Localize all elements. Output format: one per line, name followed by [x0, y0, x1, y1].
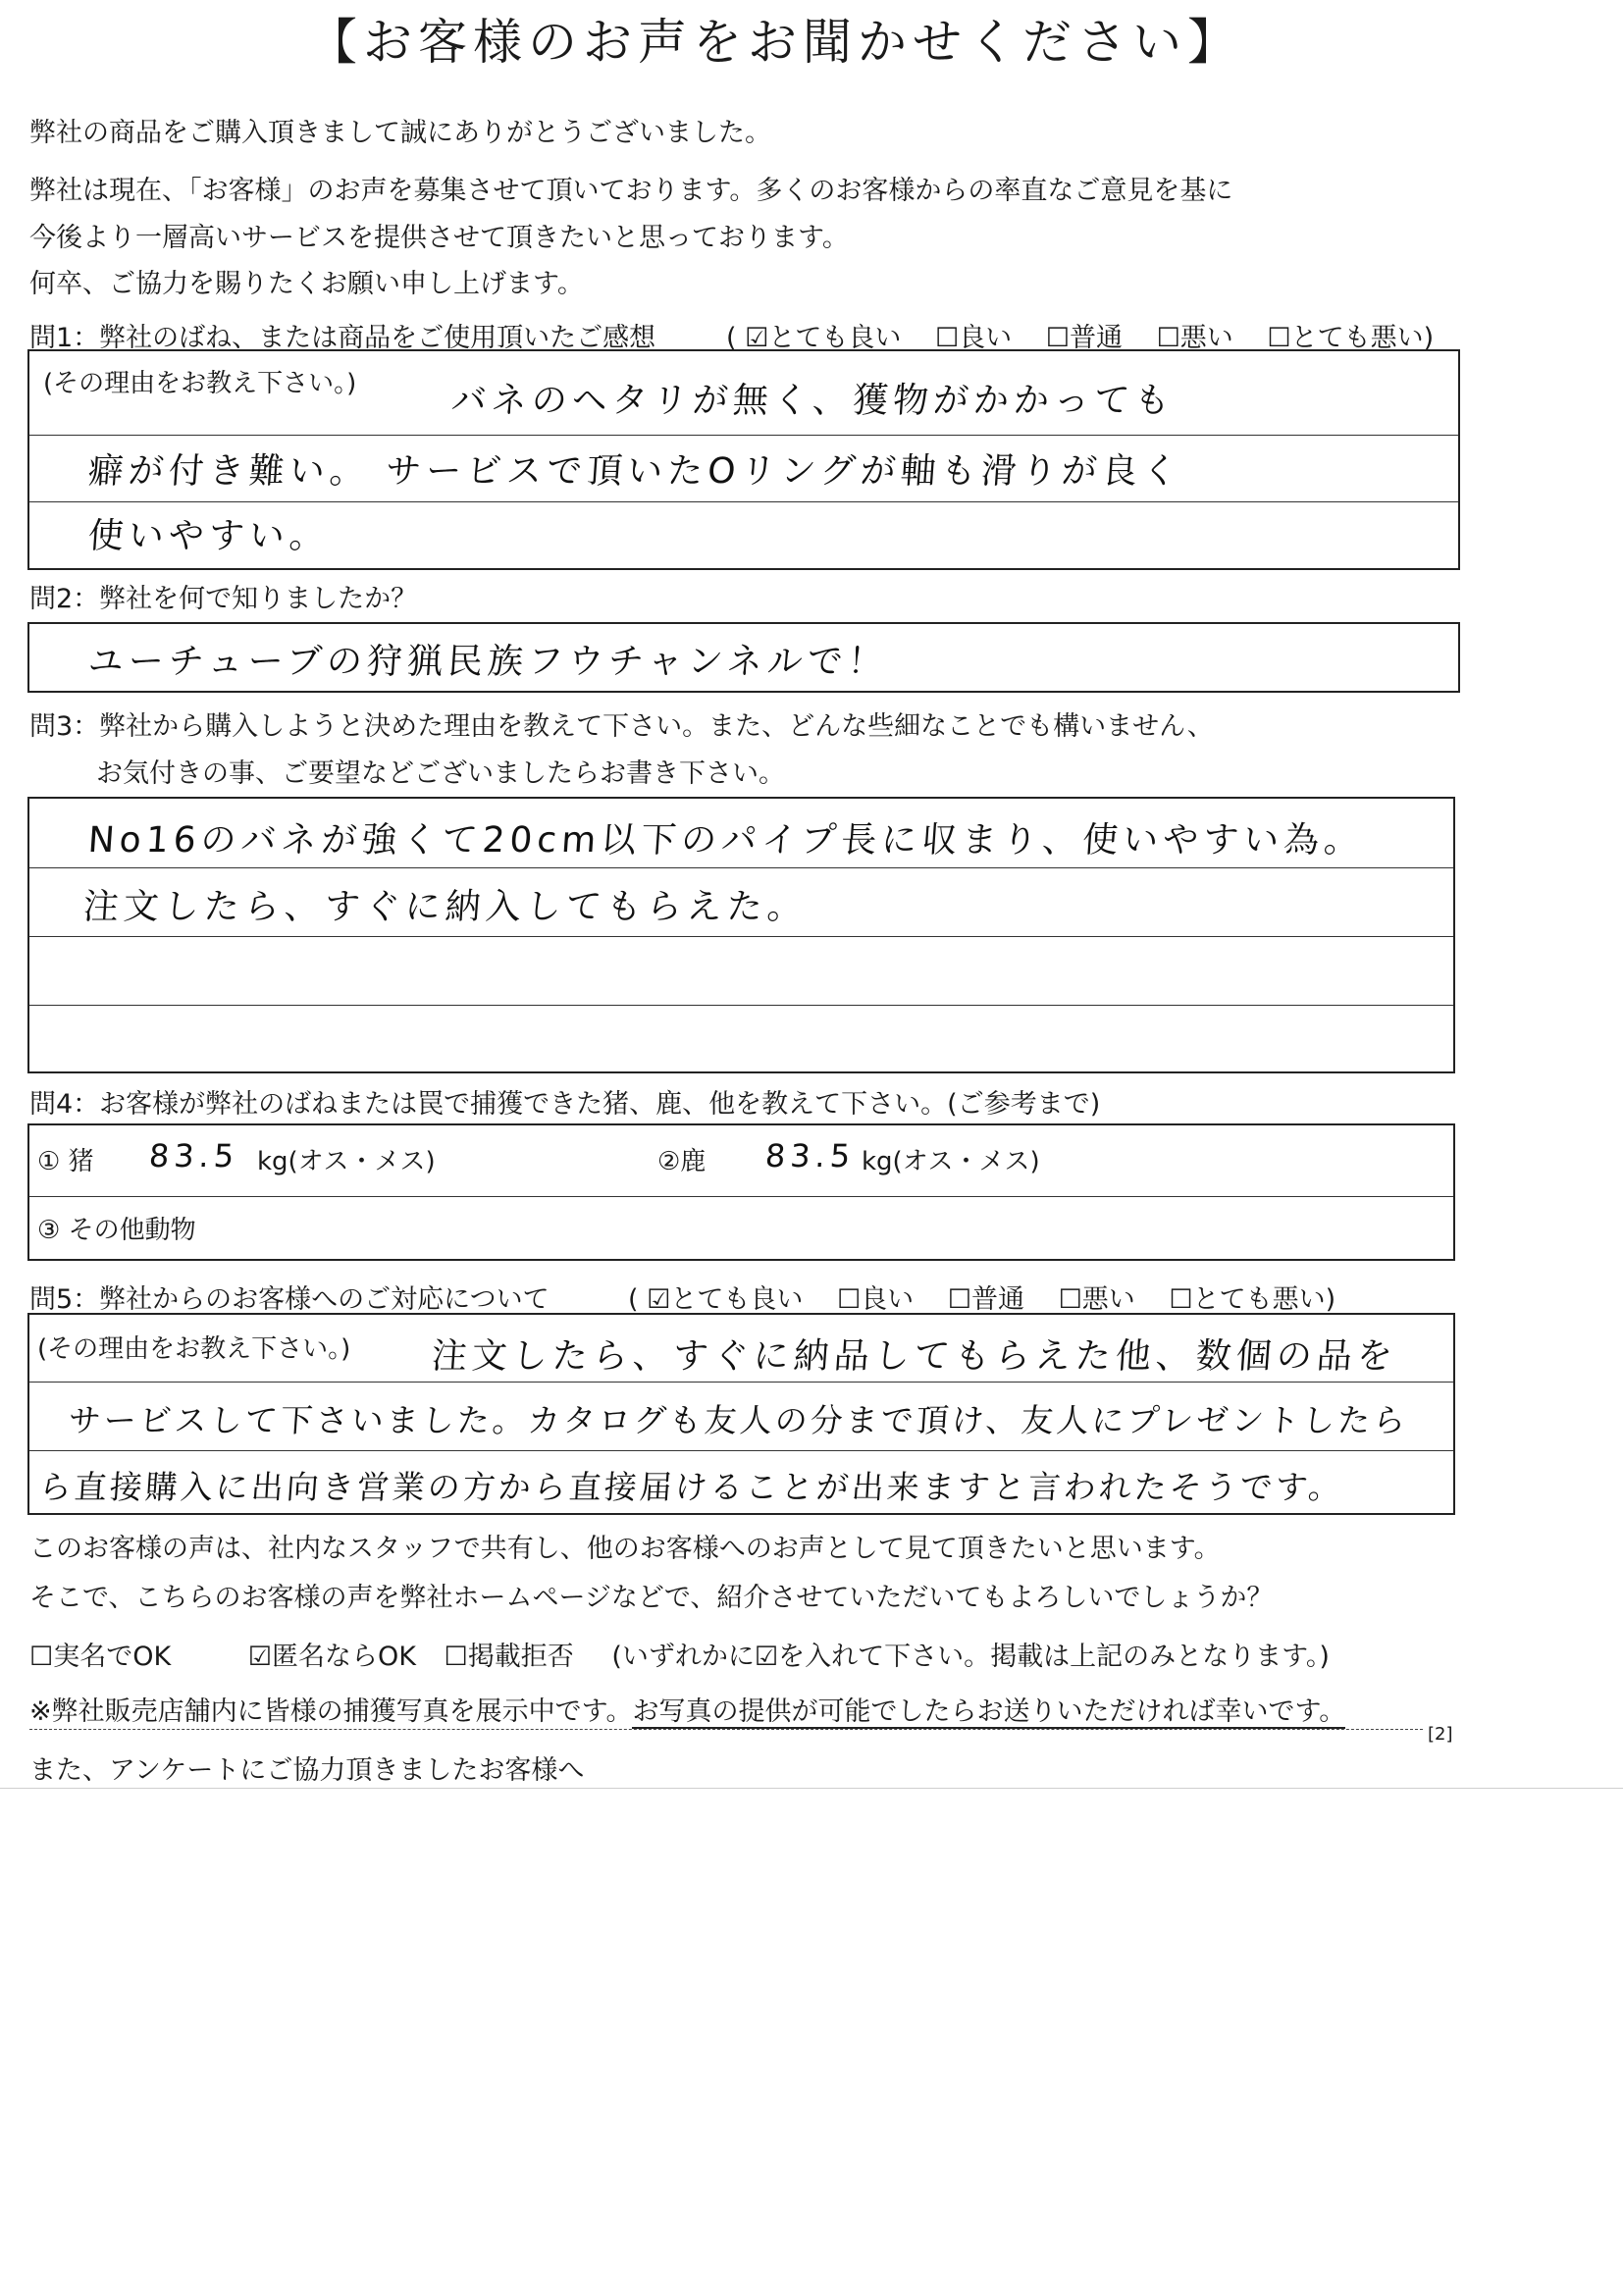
q4-answer-box[interactable]	[27, 1123, 1455, 1261]
q1-choice-very-bad[interactable]: ☐とても悪い)	[1267, 323, 1435, 353]
q4-rule-1	[29, 1196, 1453, 1197]
page-title: 【お客様のお声をお聞かせください】	[308, 14, 1242, 71]
q1-answer-line-2: 癖が付き難い。 サービスで頂いたOリングが軸も滑りが良く	[86, 451, 1184, 492]
q3-answer-line-2: 注文したら、すぐに納入してもらえた。	[81, 887, 810, 927]
option-note: (いずれかに☑を入れて下さい。掲載は上記のみとなります。)	[611, 1642, 1330, 1672]
photo-notice-1: ※弊社販売店舗内に皆様の捕獲写真を展示中です。	[29, 1696, 633, 1727]
intro-line-1: 弊社の商品をご購入頂きまして誠にありがとうございました。	[29, 118, 771, 148]
q5-answer-line-3: ら直接購入に出向き営業の方から直接届けることが出来ますと言われたそうです。	[37, 1468, 1345, 1506]
q4-item1-unit: kg(オス・メス)	[257, 1147, 436, 1176]
q1-choice-bad[interactable]: ☐悪い	[1156, 323, 1233, 353]
cut-line	[29, 1729, 1423, 1730]
q1-answer-line-3: 使いやすい。	[86, 516, 332, 556]
q5-choice-good[interactable]: ☐良い	[836, 1284, 915, 1315]
q5-answer-line-2: サービスして下さいました。カタログも友人の分まで頂け、友人にプレゼントしたら	[67, 1401, 1410, 1439]
footer-line-1: このお客様の声は、社内なスタッフで共有し、他のお客様へのお声として見て頂きたいと思います。	[29, 1534, 1221, 1564]
q5-rule-2	[29, 1450, 1453, 1451]
q1-answer-box[interactable]	[27, 349, 1460, 570]
q5-choice-very-bad[interactable]: ☐とても悪い)	[1169, 1284, 1336, 1315]
footer-last-line: また、アンケートにご協力頂きましたお客様へ	[29, 1755, 585, 1786]
option-anonymous[interactable]: ☑匿名ならOK	[247, 1642, 416, 1672]
q4-question: 問4：お客様が弊社のばねまたは罠で捕獲できた猪、鹿、他を教えて下さい。(ご参考まで)	[29, 1089, 1101, 1120]
q5-rule-1	[29, 1382, 1453, 1383]
q1-choice-very-good[interactable]: ☑とても良い	[745, 323, 902, 353]
q3-question-line-1: 問3：弊社から購入しようと決めた理由を教えて下さい。また、どんな些細なことでも構いません、	[29, 711, 1214, 742]
q3-rule-3	[29, 1005, 1453, 1006]
q4-item2-value: 83.5	[763, 1137, 857, 1174]
q3-rule-2	[29, 936, 1453, 937]
q1-rule-1	[29, 435, 1458, 436]
q4-item2-unit: kg(オス・メス)	[862, 1147, 1040, 1176]
q1-choice-good[interactable]: ☐良い	[934, 323, 1013, 353]
q1-rule-2	[29, 501, 1458, 502]
q5-choice-bad[interactable]: ☐悪い	[1058, 1284, 1135, 1315]
q5-answer-line-1: 注文したら、すぐに納品してもらえた他、数個の品を	[430, 1336, 1399, 1377]
q3-rule-1	[29, 867, 1453, 868]
intro-line-2: 弊社は現在、「お客様」のお声を募集させて頂いております。多くのお客様からの率直なご意見を基に	[29, 176, 1233, 206]
footer-options	[29, 1635, 1330, 1673]
q5-question: 問5：弊社からのお客様へのご対応について	[29, 1284, 550, 1315]
q1-answer-line-1: バネのヘタリが無く、獲物がかかっても	[449, 381, 1177, 421]
q2-question: 問2：弊社を何で知りましたか？	[29, 584, 418, 614]
q2-answer: ユーチューブの狩猟民族フウチャンネルで！	[86, 642, 890, 682]
option-real-name[interactable]: ☐実名でOK	[29, 1642, 172, 1672]
q5-choice-very-good[interactable]: ☑とても良い	[647, 1284, 804, 1315]
q3-question-line-2: お気付きの事、ご要望などございましたらお書き下さい。	[96, 758, 785, 789]
q4-item3-label: ③ その他動物	[37, 1216, 196, 1245]
q5-choices	[628, 1278, 1361, 1316]
footer-line-2: そこで、こちらのお客様の声を弊社ホームページなどで、紹介させていただいてもよろしいでしょうか？	[29, 1583, 1274, 1613]
option-refuse[interactable]: ☐掲載拒否	[444, 1642, 574, 1672]
q4-item1-label: ① 猪	[37, 1147, 94, 1176]
q3-answer-line-1: No16のバネが強くて20cm以下のパイプ長に収まり、使いやすい為。	[86, 820, 1366, 861]
q1-reason-label: (その理由をお教え下さい。)	[43, 369, 357, 398]
page-number: [2]	[1428, 1724, 1453, 1745]
intro-line-4: 何卒、ご協力を賜りたくお願い申し上げます。	[29, 269, 584, 299]
q1-question: 問1：弊社のばね、または商品をご使用頂いたご感想	[29, 323, 656, 353]
q3-answer-box[interactable]	[27, 797, 1455, 1073]
q2-answer-box[interactable]	[27, 622, 1460, 693]
q5-choices-open: (	[628, 1284, 639, 1315]
photo-notice	[29, 1690, 1345, 1728]
scan-edge	[0, 1788, 1623, 1789]
q5-answer-box[interactable]	[27, 1313, 1455, 1515]
q4-item2-label: ②鹿	[657, 1147, 707, 1176]
intro-line-3: 今後より一層高いサービスを提供させて頂きたいと思っております。	[29, 223, 849, 253]
q5-reason-label: (その理由をお教え下さい。)	[37, 1334, 351, 1364]
q5-choice-normal[interactable]: ☐普通	[947, 1284, 1024, 1315]
q1-choices-open: (	[726, 323, 737, 353]
q1-choice-normal[interactable]: ☐普通	[1045, 323, 1123, 353]
photo-notice-2: お写真の提供が可能でしたらお送りいただければ幸いです。	[632, 1696, 1346, 1727]
q4-item1-value: 83.5	[147, 1137, 240, 1174]
